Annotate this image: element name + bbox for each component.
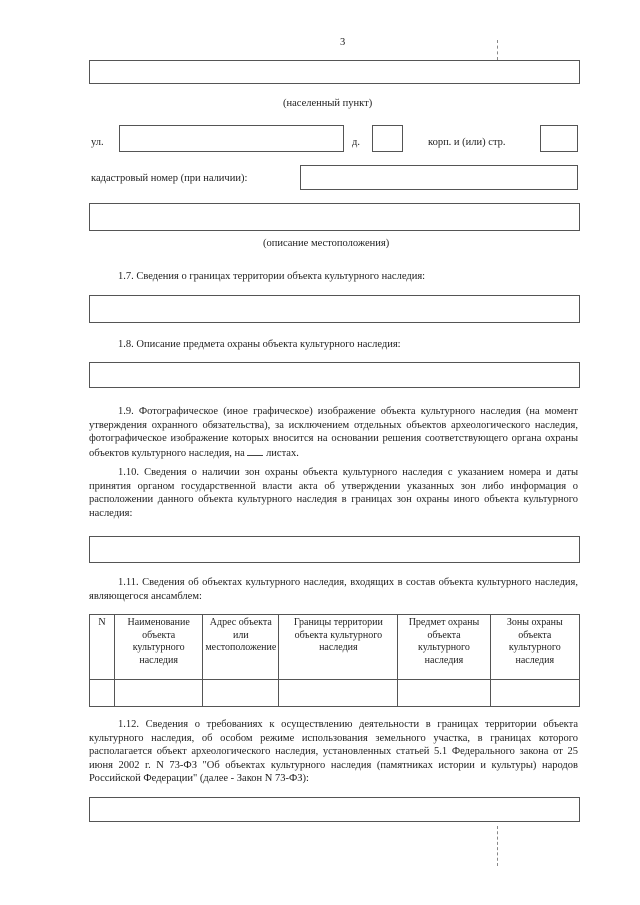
- section-1-9-paragraph: [89, 405, 578, 460]
- locality-caption: (населенный пункт): [283, 98, 373, 109]
- table-cell[interactable]: [90, 680, 115, 707]
- section-1-8-heading: 1.8. Описание предмета охраны объекта культурного наследия:: [118, 339, 401, 350]
- section-1-11-paragraph: 1.11. Сведения об объектах культурного наследия, входящих в состав объекта культурного наследия, являющегося ансамблем:: [89, 577, 578, 602]
- locality-field[interactable]: [89, 60, 580, 84]
- house-field[interactable]: [372, 125, 403, 152]
- table-cell[interactable]: [490, 680, 579, 707]
- scan-artifact-line: [497, 826, 498, 866]
- cadastral-number-field[interactable]: [300, 165, 578, 190]
- section-1-12-paragraph: 1.12. Сведения о требованиях к осуществлению деятельности в границах территории объекта культурного наследия, об особом режиме использования земельного участка, в границах которого располагается объект археологического наследия, установленных статьей 5.1 Федерального закона от 25 июня 2002 г. N 73-ФЗ "Об объектах культурного наследия (памятниках истории и культуры) народов Российской Федерации" (далее - Закон N 73-ФЗ):: [89, 719, 578, 784]
- street-field[interactable]: [119, 125, 344, 152]
- section-1-9-text: 1.9. Фотографическое (иное графическое) изображение объекта культурного наследия (на момент утверждения охранного обязательства), за исключением отдельных объектов археологического наследия, фотографическое изображение которых вносится на основании решения соответствующего органа охраны объектов культурного наследия, на: [89, 406, 578, 459]
- territory-boundaries-field[interactable]: [89, 295, 580, 323]
- protection-subject-field[interactable]: [89, 362, 580, 388]
- protection-zones-field[interactable]: [89, 536, 580, 563]
- street-label: ул.: [91, 137, 104, 148]
- section-1-7-heading: 1.7. Сведения о границах территории объекта культурного наследия:: [118, 271, 426, 282]
- table-cell[interactable]: [398, 680, 490, 707]
- building-label: корп. и (или) стр.: [428, 137, 506, 148]
- table-header-cell: N: [90, 615, 115, 680]
- table-header-cell: Адрес объекта или местоположение: [203, 615, 279, 680]
- table-cell[interactable]: [203, 680, 279, 707]
- location-caption: (описание местоположения): [263, 238, 390, 249]
- table-header-row: [90, 615, 580, 680]
- ensemble-objects-table: [89, 614, 580, 707]
- table-header-cell: Зоны охраны объекта культурного наследия: [490, 615, 579, 680]
- page-number: 3: [340, 37, 346, 48]
- table-row: [90, 680, 580, 707]
- cadastral-label: кадастровый номер (при наличии):: [91, 173, 248, 184]
- table-cell[interactable]: [279, 680, 398, 707]
- table-header-cell: Границы территории объекта культурного наследия: [279, 615, 398, 680]
- scan-artifact-line: [497, 40, 498, 60]
- table-header-cell: Предмет охраны объекта культурного наследия: [398, 615, 490, 680]
- section-1-10-paragraph: 1.10. Сведения о наличии зон охраны объекта культурного наследия с указанием номера и даты принятия органом государственной власти акта об утверждении указанных зон либо информация о расположении данного объекта культурного наследия в границах зон охраны иного объекта культурного наследия:: [89, 467, 578, 519]
- sheet-count-blank[interactable]: [247, 446, 263, 456]
- table-cell[interactable]: [114, 680, 202, 707]
- location-description-field[interactable]: [89, 203, 580, 231]
- table-header-cell: Наименование объекта культурного наследия: [114, 615, 202, 680]
- house-label: д.: [352, 137, 360, 148]
- activity-requirements-field[interactable]: [89, 797, 580, 822]
- building-field[interactable]: [540, 125, 578, 152]
- section-1-9-suffix: листах.: [266, 447, 299, 459]
